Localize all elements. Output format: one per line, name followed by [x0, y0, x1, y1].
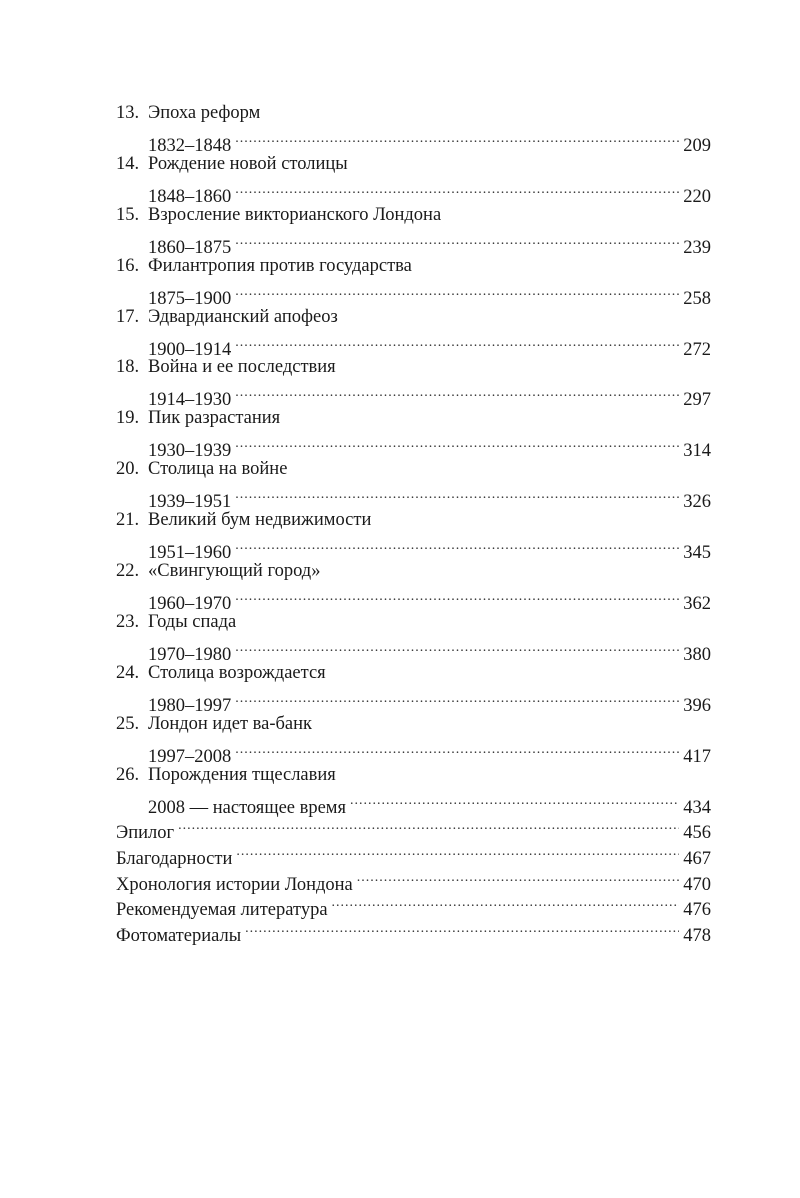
page-number: 345: [683, 543, 711, 564]
chapter-years: 2008 — настоящее время: [148, 797, 347, 818]
chapter-number: 24.: [116, 662, 140, 683]
chapter-years: 1900–1914: [148, 339, 232, 360]
chapter-number: 15.: [116, 204, 140, 225]
chapter-years: 1832–1848: [148, 136, 232, 156]
chapter-title: Рождение новой столицы: [148, 153, 348, 174]
toc-chapter-18[interactable]: [116, 355, 711, 411]
entry-title: Хронология истории Лондона: [116, 874, 353, 895]
chapter-number: 17.: [116, 306, 140, 327]
toc-chapter-16[interactable]: [116, 254, 711, 309]
toc-chapter-22[interactable]: [116, 559, 711, 615]
chapter-number: 18.: [116, 357, 140, 378]
page-number: 220: [683, 186, 711, 207]
chapter-number: 19.: [116, 408, 140, 429]
chapter-number: 14.: [116, 153, 140, 174]
chapter-title: Порождения тщеславия: [148, 764, 336, 785]
chapter-years: 1970–1980: [148, 644, 232, 665]
page-number: 362: [683, 594, 711, 615]
chapter-years: 1960–1970: [148, 594, 232, 615]
toc-chapter-19[interactable]: [116, 406, 711, 462]
dot-leader: [235, 686, 679, 711]
dot-leader: [235, 482, 679, 507]
toc-chapter-26[interactable]: [116, 763, 711, 818]
chapter-years: 1951–1960: [148, 543, 232, 564]
dot-leader: [235, 533, 679, 558]
dot-leader: [235, 126, 679, 151]
page-number: 417: [683, 746, 711, 767]
toc-chapter-17[interactable]: [116, 305, 711, 360]
dot-leader: [235, 584, 679, 609]
page-number: 272: [683, 339, 711, 360]
dot-leader: [350, 788, 679, 813]
chapter-title: Столица возрождается: [148, 662, 326, 683]
page-number: 380: [683, 644, 711, 665]
toc-chapter-15[interactable]: [116, 203, 711, 258]
dot-leader: [332, 890, 680, 915]
chapter-number: 22.: [116, 561, 140, 582]
chapter-title: Эдвардианский апофеоз: [148, 306, 338, 327]
entry-title: Эпилог: [116, 823, 175, 844]
chapter-years: 1930–1939: [148, 441, 232, 462]
chapter-number: 16.: [116, 255, 140, 276]
page-number: 258: [683, 288, 711, 309]
toc-chapter-24[interactable]: [116, 661, 711, 716]
table-of-contents: [116, 101, 711, 946]
chapter-number: 21.: [116, 510, 140, 531]
dot-leader: [235, 228, 679, 253]
toc-chapter-23[interactable]: [116, 610, 711, 665]
dot-leader: [235, 279, 679, 304]
page-number: 434: [683, 797, 711, 818]
entry-title: Благодарности: [116, 849, 233, 870]
chapter-years: 1875–1900: [148, 288, 232, 309]
dot-leader: [357, 865, 679, 890]
page-number: 314: [683, 441, 711, 462]
page-number: 470: [683, 874, 711, 895]
chapter-number: 26.: [116, 764, 140, 785]
chapter-years: 1980–1997: [148, 695, 232, 716]
page-number: 478: [683, 925, 711, 946]
entry-title: Рекомендуемая литература: [116, 900, 328, 921]
page-number: 396: [683, 695, 711, 716]
chapter-years: 1997–2008: [148, 746, 232, 767]
chapter-number: 25.: [116, 713, 140, 734]
chapter-title: Столица на войне: [148, 459, 288, 480]
toc-entry-acknowledgements[interactable]: [116, 839, 711, 870]
chapter-number: 13.: [116, 103, 140, 123]
chapter-title: Эпоха реформ: [148, 103, 261, 123]
dot-leader: [235, 330, 679, 355]
chapter-title: Пик разрастания: [148, 408, 281, 429]
toc-chapter-25[interactable]: [116, 712, 711, 767]
dot-leader: [178, 813, 679, 838]
page-number: 456: [683, 823, 711, 844]
dot-leader: [236, 839, 679, 864]
entry-title: Фотоматериалы: [116, 925, 242, 946]
chapter-years: 1860–1875: [148, 237, 232, 258]
toc-entry-epilogue[interactable]: [116, 813, 711, 844]
toc-chapter-20[interactable]: [116, 457, 711, 513]
chapter-title: Война и ее последствия: [148, 357, 336, 378]
chapter-number: 20.: [116, 459, 140, 480]
chapter-years: 1914–1930: [148, 390, 232, 411]
chapter-title: Взросление викторианского Лондона: [148, 204, 442, 225]
page-number: 467: [683, 849, 711, 870]
toc-chapter-21[interactable]: [116, 508, 711, 564]
chapter-title: Годы спада: [148, 611, 237, 632]
dot-leader: [245, 916, 679, 941]
dot-leader: [235, 737, 679, 762]
chapter-title: Лондон идет ва-банк: [148, 713, 313, 734]
dot-leader: [235, 635, 679, 660]
dot-leader: [235, 177, 679, 202]
page-number: 326: [683, 492, 711, 513]
toc-chapter-14[interactable]: [116, 152, 711, 207]
dot-leader: [235, 380, 679, 405]
dot-leader: [235, 431, 679, 456]
chapter-title: Филантропия против государства: [148, 255, 412, 276]
page-number: 239: [683, 237, 711, 258]
chapter-number: 23.: [116, 611, 140, 632]
page-number: 476: [683, 900, 711, 921]
chapter-title: «Свингующий город»: [148, 561, 321, 582]
chapter-title: Великий бум недвижимости: [148, 510, 372, 531]
toc-chapter-13[interactable]: [116, 101, 711, 156]
page-number: 209: [683, 136, 711, 156]
chapter-years: 1848–1860: [148, 186, 232, 207]
chapter-years: 1939–1951: [148, 492, 232, 513]
page-number: 297: [683, 390, 711, 411]
